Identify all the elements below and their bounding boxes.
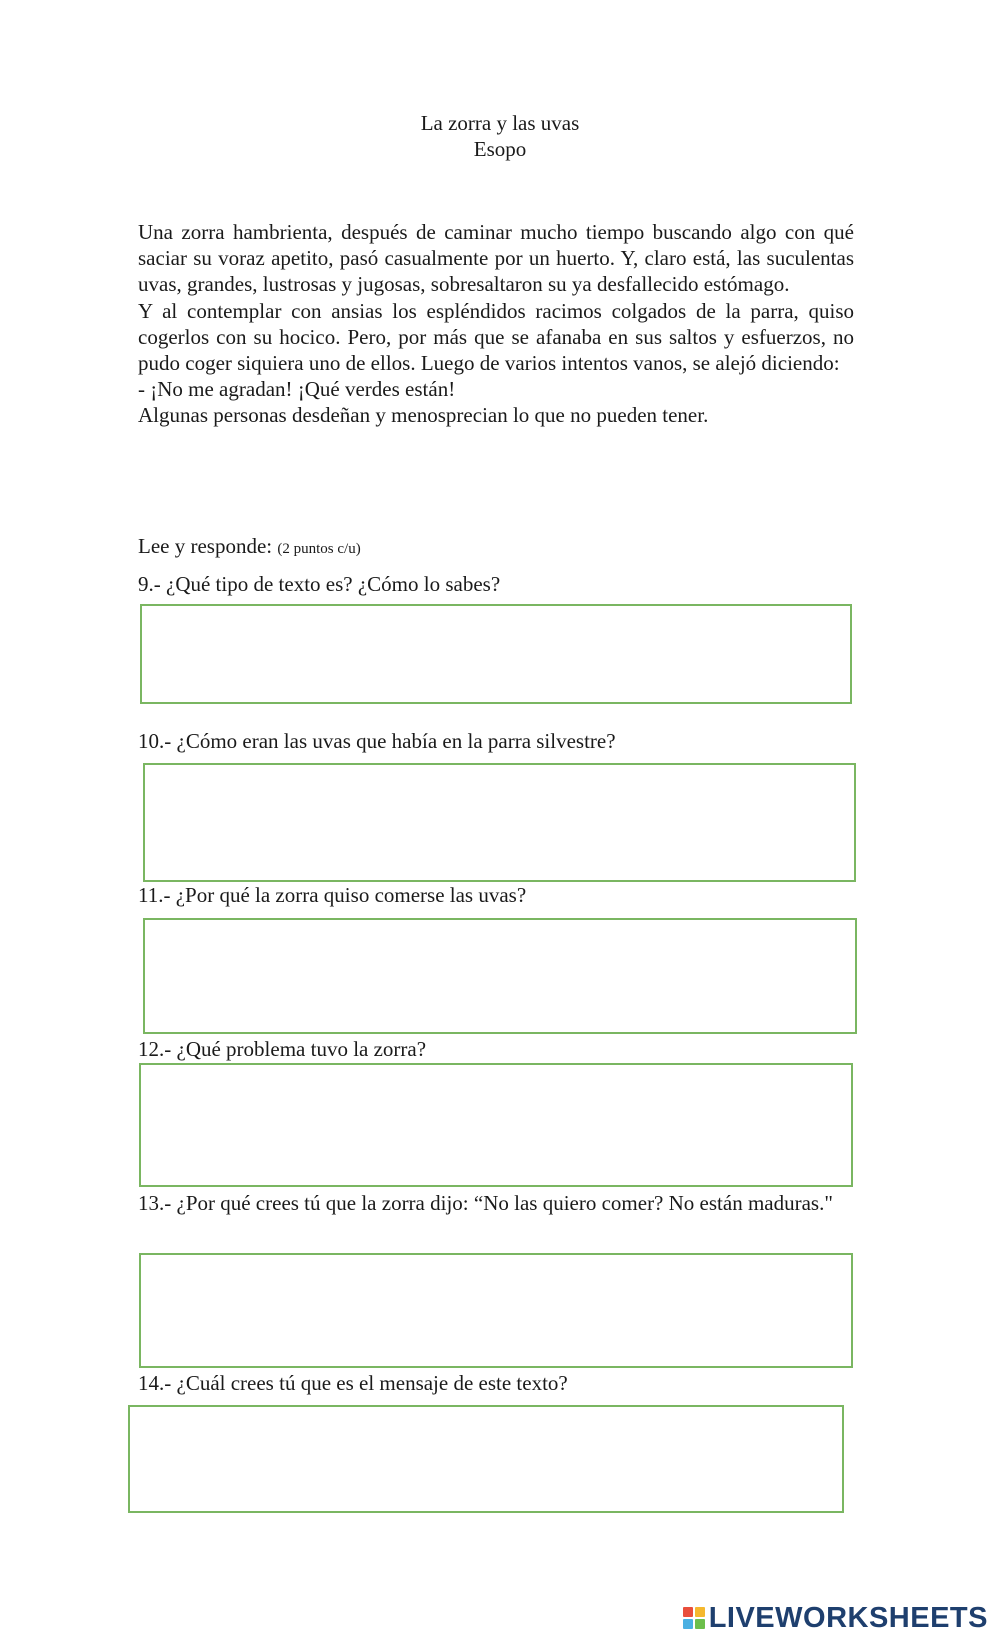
answer-box-14[interactable] [128, 1405, 844, 1513]
liveworksheets-logo [683, 1603, 988, 1633]
story-author: Esopo [473, 137, 527, 161]
question-10: 10.- ¿Cómo eran las uvas que había en la parra silvestre? [138, 729, 616, 753]
instructions-points: (2 puntos c/u) [277, 541, 361, 557]
logo-block-blue [683, 1619, 693, 1629]
liveworksheets-logo-text: LIVEWORKSHEETS [708, 1601, 988, 1634]
question-12: 12.- ¿Qué problema tuvo la zorra? [138, 1037, 427, 1061]
question-13: 13.- ¿Por qué crees tú que la zorra dijo: “No las quiero comer? No están maduras." [138, 1191, 833, 1215]
logo-block-red [683, 1607, 693, 1617]
answer-box-10[interactable] [143, 763, 856, 882]
instructions [138, 533, 361, 562]
answer-box-9[interactable] [140, 604, 852, 704]
answer-box-11[interactable] [143, 918, 857, 1034]
story-title: La zorra y las uvas [420, 111, 580, 135]
story-paragraph-2: Y al contemplar con ansias los espléndidos racimos colgados de la parra, quiso cogerlos con su hocico. Pero, por más que se afanaba en sus saltos y esfuerzos, no pudo coger siquiera uno de ellos. Luego de varios intentos vanos, se alejó diciendo: [138, 298, 854, 376]
question-9: 9.- ¿Qué tipo de texto es? ¿Cómo lo sabes? [138, 572, 501, 596]
liveworksheets-logo-icon [683, 1607, 705, 1629]
story-dialogue: - ¡No me agradan! ¡Qué verdes están! [138, 377, 456, 402]
logo-block-green [695, 1619, 705, 1629]
instructions-label: Lee y responde: [138, 534, 273, 558]
logo-block-yellow [695, 1607, 705, 1617]
story-moral: Algunas personas desdeñan y menosprecian lo que no pueden tener. [138, 403, 709, 428]
story-text [138, 219, 854, 429]
question-14: 14.- ¿Cuál crees tú que es el mensaje de este texto? [138, 1371, 568, 1395]
question-11: 11.- ¿Por qué la zorra quiso comerse las uvas? [138, 883, 527, 907]
answer-box-13[interactable] [139, 1253, 853, 1368]
story-paragraph-1: Una zorra hambrienta, después de caminar mucho tiempo buscando algo con qué saciar su voraz apetito, pasó casualmente por un huerto. Y, claro está, las suculentas uvas, grandes, lustrosas y jugosas, sobresaltaron su ya desfallecido estómago. [138, 220, 854, 297]
answer-box-12[interactable] [139, 1063, 853, 1187]
